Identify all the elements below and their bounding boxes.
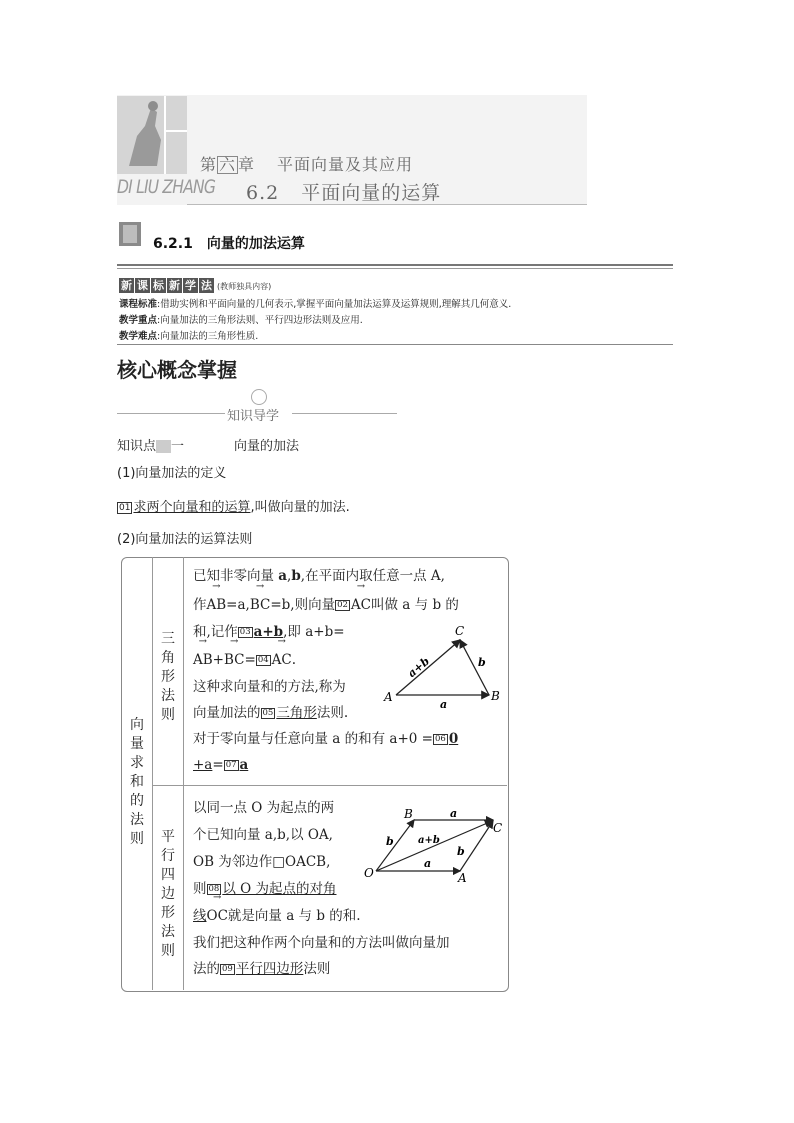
vector-label: a+b [418, 835, 440, 846]
parallelogram-rule-line: OB 为邻边作□OACB, [193, 854, 331, 870]
section-title: 6.2 平面向量的运算 [246, 182, 442, 204]
parallelogram-rule-line: 则 08 以 O 为起点的对角 [193, 881, 337, 897]
course-standard: 课程标准:借助实例和平面向量的几何表示,掌握平面向量加法运算及运算规则,理解其几何意义. [119, 299, 512, 310]
point-label: C [455, 624, 465, 638]
parallelogram-rule-line: 我们把这种作两个向量和的方法叫做向量加 [193, 935, 450, 951]
chapter-title: 平面向量及其应用 [277, 155, 414, 174]
vector-label: b [386, 835, 394, 848]
triangle-rule-diagram [380, 622, 505, 712]
divider [187, 204, 587, 205]
divider [117, 264, 673, 266]
triangle-rule-line: 和,记作 03 a+b,即 a+b= [193, 624, 345, 640]
point-label: B [491, 689, 500, 703]
pen-icon [251, 389, 267, 405]
triangle-rule-line: 这种求向量和的方法,称为 [193, 679, 346, 695]
point-label: C [493, 821, 503, 835]
parallelogram-rule-line: 线→ OC就是向量 a 与 b 的和. [193, 903, 361, 930]
rule-heading: (2)向量加法的运算法则 [117, 532, 253, 547]
vector-label: a [440, 698, 448, 711]
chapter-heading: 第 六 章 平面向量及其应用 [200, 155, 414, 174]
vector-label: a [424, 857, 432, 870]
guide-label: 知识导学 [227, 409, 280, 424]
parallelogram-rule-label: 平行四边形法则 [161, 829, 175, 959]
divider [117, 344, 673, 345]
vector-label: b [478, 656, 486, 669]
triangle-rule-line: 作→ AB=a,→ BC=b,则向量 02→ AC叫做 a 与 b 的 [193, 592, 459, 619]
triangle-rule-label: 三角形法则 [161, 631, 175, 723]
new-course-tag: 新 课 标 新 学 法 (教师独具内容) [121, 279, 272, 292]
triangle-rule-line: 向量加法的 05 三角形法则. [193, 705, 349, 721]
vector-b-right [460, 821, 493, 871]
triangle-rule-line: → AB+→ BC= 04→ AC. [193, 647, 296, 674]
chapter-number: 六 [219, 155, 237, 174]
triangle-rule-line: 已知非零向量 a,b,在平面内取任意一点 A, [193, 568, 445, 584]
core-concept-title: 核心概念掌握 [117, 358, 237, 382]
point-label: B [404, 807, 413, 821]
divider [117, 413, 225, 414]
vector-label: a+b [405, 654, 433, 681]
parallelogram-rule-diagram [362, 803, 504, 885]
triangle-rule-line: +a= 07 a [193, 757, 249, 773]
subsection-title: 6.2.1 向量的加法运算 [153, 236, 305, 252]
definition-answer: 求两个向量和的运算 [133, 500, 251, 515]
divider [117, 268, 673, 269]
knowledge-point: 知识点 一 向量的加法 [117, 439, 300, 454]
definition-heading: (1)向量加法的定义 [117, 466, 227, 481]
definition-line: 01 求两个向量和的运算,叫做向量的加法. [119, 500, 350, 515]
point-label: A [458, 871, 467, 885]
parallelogram-rule-line: 以同一点 O 为起点的两 [193, 800, 335, 816]
parallelogram-rule-line: 法的 09 平行四边形法则 [193, 961, 331, 977]
book-icon [119, 222, 141, 246]
triangle-rule-line: 对于零向量与任意向量 a 的和有 a+0 = 06 0 [193, 731, 459, 747]
point-label: O [364, 866, 374, 880]
chapter-banner-image [117, 96, 187, 174]
banner-figure-icon [117, 96, 187, 174]
table-outer-label: 向量求和的法则 [130, 717, 144, 847]
divider [292, 413, 397, 414]
parallelogram-rule-line: 个已知向量 a,b,以 OA, [193, 827, 333, 843]
chapter-pinyin: DI LIU ZHANG [117, 176, 216, 198]
point-label: A [384, 690, 393, 704]
vector-label: b [457, 845, 465, 858]
table-row-divider [153, 785, 507, 786]
vector-label: a [450, 807, 458, 820]
teaching-difficulty: 教学难点:向量加法的三角形性质. [119, 331, 259, 342]
teaching-focus: 教学重点:向量加法的三角形法则、平行四边形法则及应用. [119, 315, 363, 326]
